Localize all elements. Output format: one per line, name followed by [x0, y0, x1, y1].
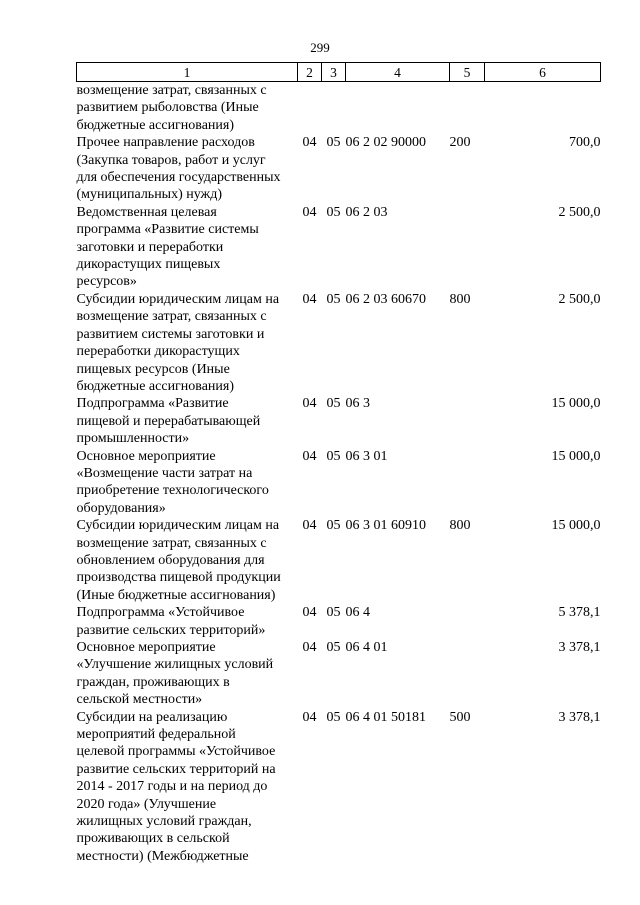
expense-name-line: обновлением оборудования для [76, 552, 265, 568]
section-code: 04 [302, 135, 317, 151]
amount: 2 500,0 [558, 291, 601, 307]
table-header [77, 63, 601, 82]
target-article-code: 06 3 [345, 396, 370, 412]
subsection-code: 05 [326, 135, 341, 151]
expense-name-line: сельской местности» [76, 692, 203, 708]
target-article-code: 06 3 01 [345, 448, 388, 464]
expense-type-code [450, 395, 485, 447]
expense-name [77, 709, 298, 866]
expense-name-line: Субсидии юридическим лицам на [76, 518, 280, 534]
expense-name-line: Прочее направление расходов [76, 135, 255, 151]
expense-type-code: 200 [449, 135, 471, 151]
expense-name-line: мероприятий федеральной [76, 727, 236, 743]
subsection-code: 05 [326, 605, 341, 621]
target-article-code [346, 82, 450, 135]
section-code: 04 [302, 448, 317, 464]
expense-name [77, 134, 298, 204]
section-code: 04 [302, 291, 317, 307]
expense-name-line: переработки дикорастущих [76, 344, 240, 360]
table-row [77, 291, 601, 395]
expense-name-line: Подпрограмма «Устойчивое [76, 605, 245, 621]
expense-name-line: промышленности» [76, 431, 190, 447]
amount [485, 82, 601, 135]
expense-type-code [450, 448, 485, 518]
expense-type-code [450, 204, 485, 291]
table-row [77, 709, 601, 866]
expense-name-line: развитие сельских территорий на [76, 761, 276, 777]
target-article-code: 06 2 02 90000 [345, 135, 426, 151]
header-col-2: 2 [298, 63, 322, 82]
amount: 2 500,0 [558, 204, 601, 220]
expense-name-line: целевой программы «Устойчивое [76, 744, 276, 760]
section-code: 04 [302, 396, 317, 412]
expense-name-line: Субсидии юридическим лицам на [76, 291, 280, 307]
table-row [77, 82, 601, 135]
expense-name-line: развитие сельских территорий» [76, 622, 266, 638]
amount: 700,0 [569, 135, 601, 151]
expense-name-line: 2020 года» (Улучшение [76, 796, 217, 812]
expense-type-code [450, 604, 485, 639]
expense-name-line: Основное мероприятие [76, 640, 216, 655]
expense-type-code: 500 [449, 709, 471, 725]
expense-name [77, 204, 298, 291]
amount: 3 378,1 [558, 709, 601, 725]
amount: 15 000,0 [551, 518, 601, 534]
expense-type-code [450, 82, 485, 135]
expense-name [77, 395, 298, 447]
subsection-code: 05 [326, 204, 341, 220]
expense-name-line: жилищных условий граждан, [76, 814, 252, 830]
expense-name-line: (Иные бюджетные ассигнования) [76, 587, 276, 603]
header-row [77, 63, 601, 82]
target-article-code: 06 2 03 [345, 204, 388, 220]
table-body [77, 82, 601, 866]
table-row [77, 604, 601, 639]
table-row [77, 134, 601, 204]
amount: 5 378,1 [558, 605, 601, 621]
expense-name-line: бюджетные ассигнования) [76, 117, 235, 133]
expense-name-line: «Улучшение жилищных условий [76, 657, 274, 673]
target-article-code: 06 2 03 60670 [345, 291, 426, 307]
target-article-code: 06 4 01 [345, 640, 388, 655]
subsection-code: 05 [326, 291, 341, 307]
header-col-1: 1 [77, 63, 298, 82]
subsection-code: 05 [326, 396, 341, 412]
expense-name-line: «Возмещение части затрат на [76, 465, 253, 481]
expense-name-line: (муниципальных) нужд) [76, 187, 223, 203]
expense-name-line: развитием рыболовства (Иные [76, 100, 259, 116]
table-row [77, 639, 601, 709]
expense-name-line: Основное мероприятие [76, 448, 216, 464]
section-code [298, 82, 322, 135]
target-article-code: 06 4 01 50181 [345, 709, 426, 725]
table-row [77, 517, 601, 604]
page-number: 299 [310, 40, 330, 55]
expense-name [77, 291, 298, 395]
subsection-code: 05 [326, 640, 341, 655]
amount: 3 378,1 [558, 640, 601, 655]
header-col-6: 6 [485, 63, 601, 82]
expense-name-line: дикорастущих пищевых [76, 257, 221, 273]
subsection-code [322, 82, 346, 135]
section-code: 04 [302, 204, 317, 220]
section-code: 04 [302, 640, 317, 655]
header-col-3: 3 [322, 63, 346, 82]
budget-table [76, 62, 601, 865]
table-row [77, 204, 601, 291]
expense-name-line: производства пищевой продукции [76, 570, 281, 586]
target-article-code: 06 4 [345, 605, 370, 621]
expense-type-code: 800 [449, 291, 471, 307]
expense-name-line: возмещение затрат, связанных с [76, 309, 267, 325]
expense-type-code [450, 639, 485, 709]
expense-name-line: Подпрограмма «Развитие [76, 396, 229, 412]
expense-name-line: развитием системы заготовки и [76, 326, 265, 342]
table-row [77, 448, 601, 518]
expense-name-line: (Закупка товаров, работ и услуг [76, 152, 266, 168]
expense-name [77, 604, 298, 639]
header-col-5: 5 [450, 63, 485, 82]
expense-name [77, 82, 298, 135]
section-code: 04 [302, 709, 317, 725]
expense-name-line: местности) (Межбюджетные [76, 848, 249, 864]
expense-name-line: приобретение технологического [76, 483, 269, 499]
expense-name-line: пищевой и перерабатывающей [76, 413, 261, 429]
expense-name-line: проживающих в сельской [76, 831, 230, 847]
expense-name-line: ресурсов» [76, 274, 137, 290]
table-row [77, 395, 601, 447]
expense-name-line: для обеспечения государственных [76, 170, 281, 186]
expense-name-line: бюджетные ассигнования) [76, 378, 235, 394]
expense-name-line: пищевых ресурсов (Иные [76, 361, 230, 377]
expense-name-line: заготовки и переработки [76, 239, 224, 255]
expense-name-line: Субсидии на реализацию [76, 709, 228, 725]
header-col-4: 4 [346, 63, 450, 82]
subsection-code: 05 [326, 709, 341, 725]
expense-name-line: граждан, проживающих в [76, 674, 230, 690]
target-article-code: 06 3 01 60910 [345, 518, 426, 534]
expense-name [77, 448, 298, 518]
expense-name-line: оборудования» [76, 500, 166, 516]
amount: 15 000,0 [551, 448, 601, 464]
expense-name-line: возмещение затрат, связанных с [76, 535, 267, 551]
section-code: 04 [302, 605, 317, 621]
expense-name [77, 639, 298, 709]
amount: 15 000,0 [551, 396, 601, 412]
subsection-code: 05 [326, 518, 341, 534]
expense-name [77, 517, 298, 604]
expense-name-line: программа «Развитие системы [76, 222, 259, 238]
expense-name-line: 2014 - 2017 годы и на период до [76, 779, 268, 795]
expense-name-line: возмещение затрат, связанных с [76, 83, 267, 98]
subsection-code: 05 [326, 448, 341, 464]
section-code: 04 [302, 518, 317, 534]
expense-name-line: Ведомственная целевая [76, 204, 217, 220]
expense-type-code: 800 [449, 518, 471, 534]
